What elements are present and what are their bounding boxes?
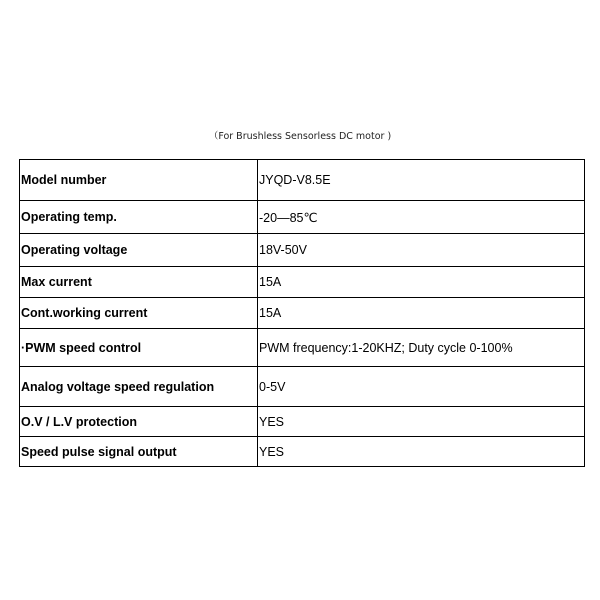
table-row xyxy=(20,267,585,298)
spec-value: YES xyxy=(258,437,585,467)
spec-value: 15A xyxy=(258,298,585,329)
spec-value: JYQD-V8.5E xyxy=(258,160,585,201)
spec-label: Model number xyxy=(20,160,258,201)
spec-value: 0-5V xyxy=(258,367,585,407)
spec-value: PWM frequency:1-20KHZ; Duty cycle 0-100% xyxy=(258,329,585,367)
spec-label: Analog voltage speed regulation xyxy=(20,367,258,407)
spec-value: 18V-50V xyxy=(258,234,585,267)
table-row xyxy=(20,367,585,407)
spec-value: YES xyxy=(258,407,585,437)
table-row xyxy=(20,234,585,267)
table-row xyxy=(20,329,585,367)
spec-label: Operating voltage xyxy=(20,234,258,267)
table-row xyxy=(20,201,585,234)
spec-label: Max current xyxy=(20,267,258,298)
spec-label: ·PWM speed control xyxy=(20,329,258,367)
spec-table xyxy=(19,159,585,467)
spec-label: O.V / L.V protection xyxy=(20,407,258,437)
spec-label: Operating temp. xyxy=(20,201,258,234)
table-row xyxy=(20,437,585,467)
table-row xyxy=(20,160,585,201)
spec-value: 15A xyxy=(258,267,585,298)
document-subtitle: （For Brushless Sensorless DC motor ) xyxy=(208,131,392,142)
spec-value: -20—85℃ xyxy=(258,201,585,234)
table-row xyxy=(20,298,585,329)
spec-label: Speed pulse signal output xyxy=(20,437,258,467)
table-row xyxy=(20,407,585,437)
spec-label: Cont.working current xyxy=(20,298,258,329)
